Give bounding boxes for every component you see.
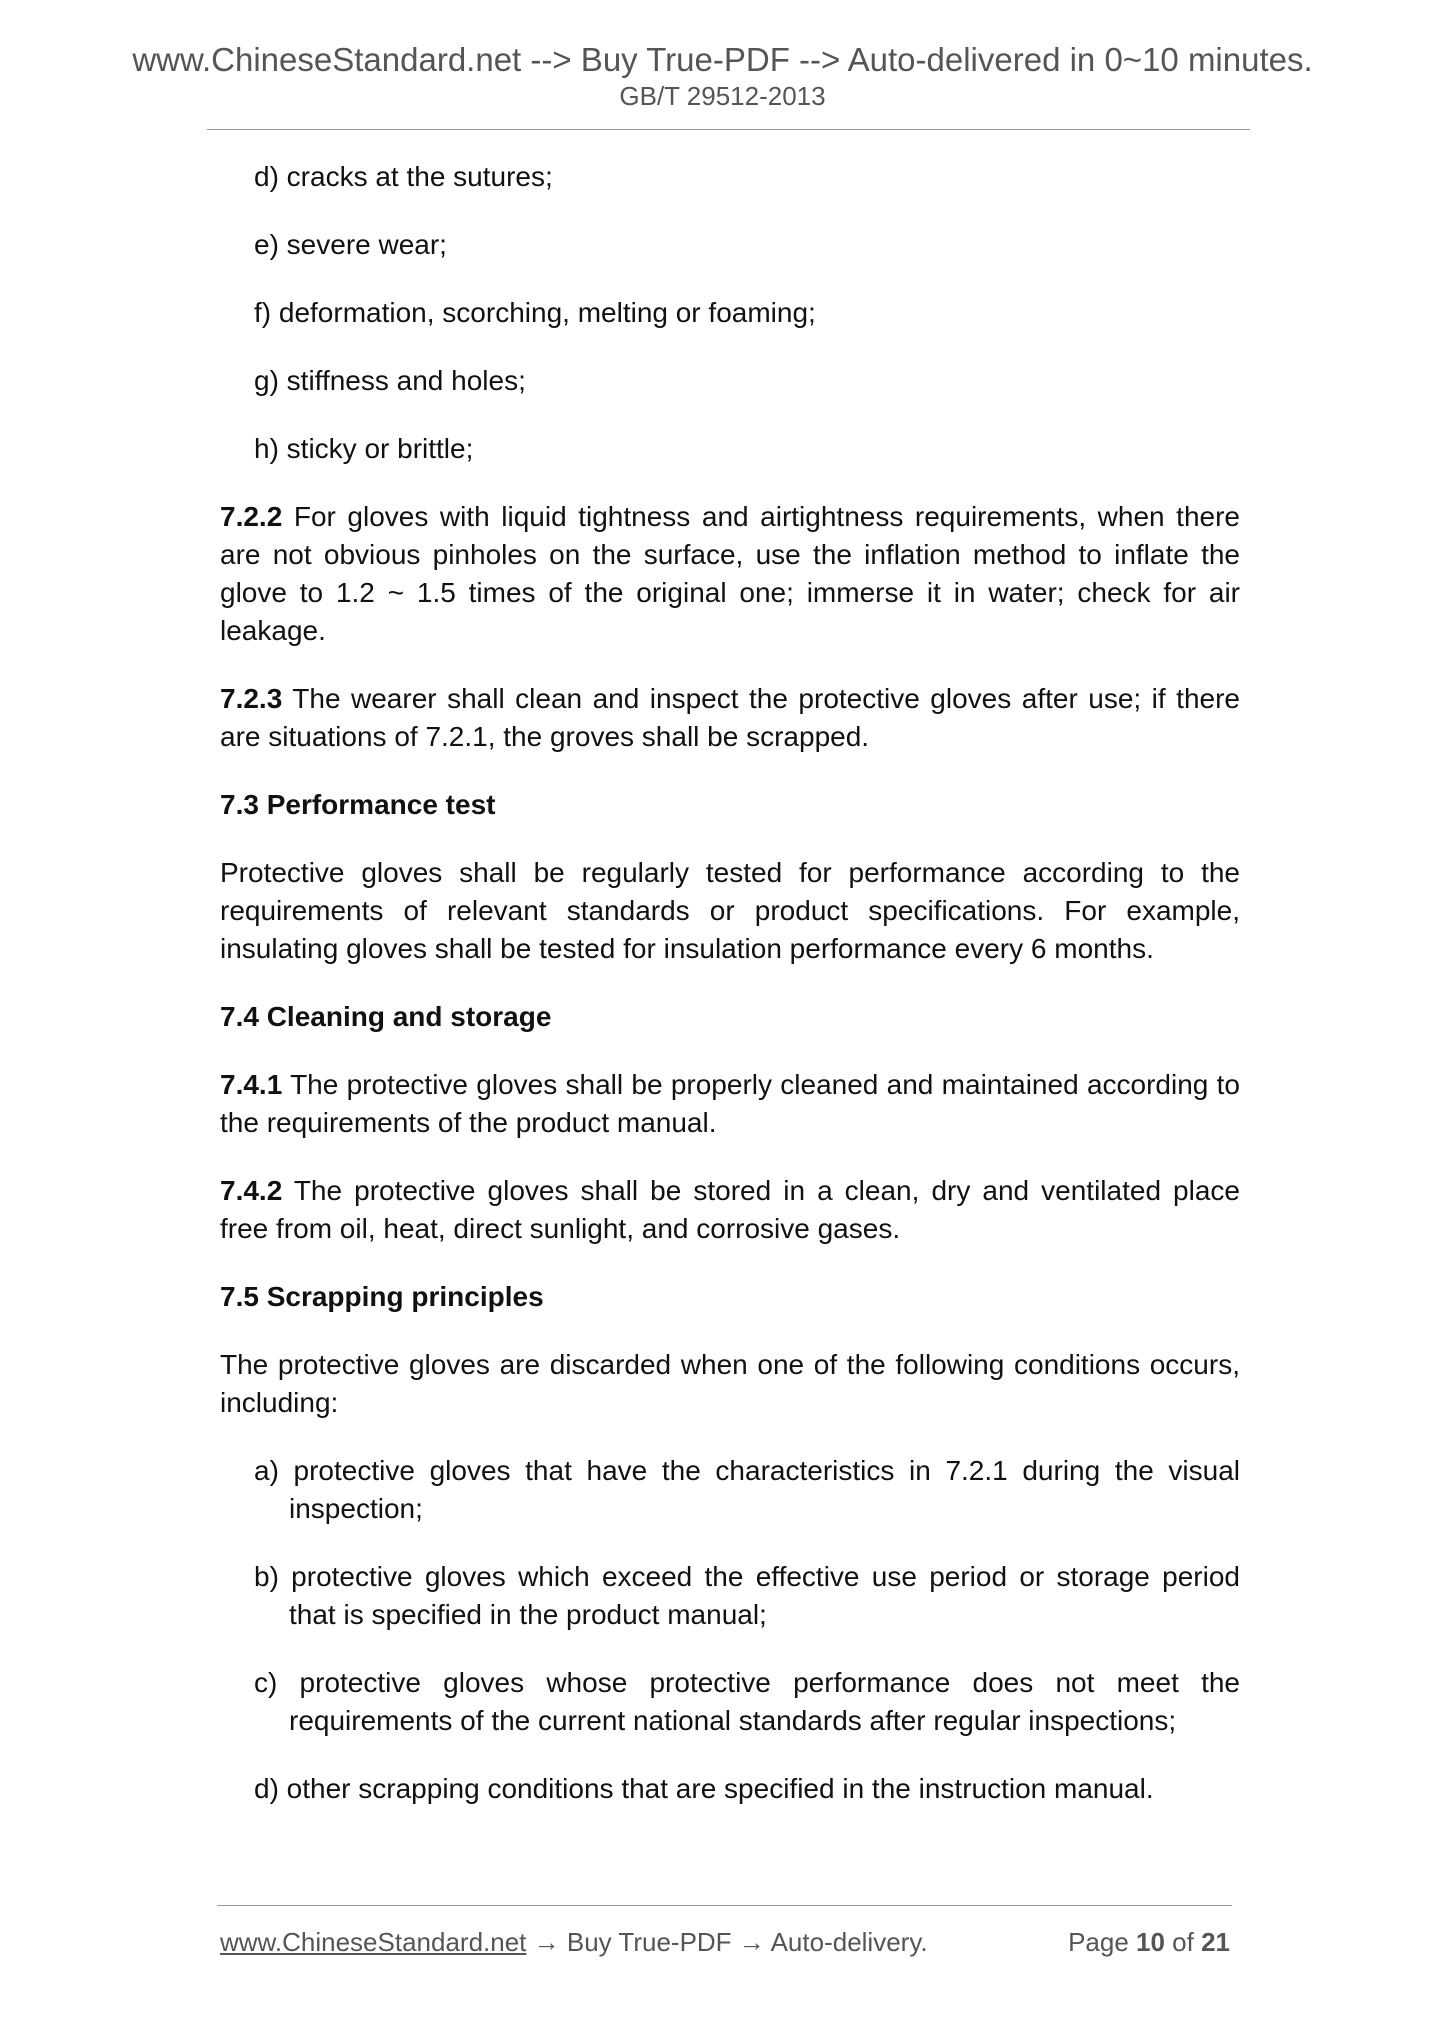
section-heading-7-5: 7.5 Scrapping principles [220, 1281, 544, 1312]
list-item: c) protective gloves whose protective performance does not meet the requirements of the current national standards after regular inspections; [254, 1667, 1240, 1736]
clause-7-4-1 [220, 1066, 1240, 1142]
footer-divider [217, 1905, 1232, 1906]
list-item: e) severe wear; [254, 229, 447, 260]
list-item: d) other scrapping conditions that are specified in the instruction manual. [254, 1773, 1154, 1804]
clause-number: 7.4.1 [220, 1069, 283, 1100]
clause-7-4-2 [220, 1172, 1240, 1248]
footer-delivery-text: → Auto-delivery. [738, 1927, 928, 1957]
footer-buy-text: → Buy True-PDF [526, 1927, 739, 1957]
page-current: 10 [1136, 1927, 1165, 1957]
paragraph-7-3: Protective gloves shall be regularly tested for performance according to the requirements of relevant standards or product specifications. For example, insulating gloves shall be tested for insulation performance every 6 months. [220, 857, 1240, 964]
section-heading-7-3: 7.3 Performance test [220, 789, 496, 820]
list-item: f) deformation, scorching, melting or foaming; [254, 297, 816, 328]
clause-text: The wearer shall clean and inspect the protective gloves after use; if there are situations of 7.2.1, the groves shall be scrapped. [220, 683, 1240, 752]
list-item: d) cracks at the sutures; [254, 161, 553, 192]
paragraph-7-5: The protective gloves are discarded when one of the following conditions occurs, including: [220, 1349, 1240, 1418]
list-item: g) stiffness and holes; [254, 365, 526, 396]
section-heading-7-4: 7.4 Cleaning and storage [220, 1001, 552, 1032]
page-footer [220, 1925, 1230, 1959]
clause-number: 7.2.3 [220, 683, 283, 714]
clause-text: The protective gloves shall be properly cleaned and maintained according to the requirements of the product manual. [220, 1069, 1240, 1138]
page-indicator [1068, 1925, 1230, 1959]
page-of: of [1164, 1927, 1202, 1957]
clause-7-2-3 [220, 680, 1240, 756]
clause-7-2-2 [220, 498, 1240, 650]
header-divider [207, 129, 1250, 130]
clause-number: 7.4.2 [220, 1175, 283, 1206]
list-item: b) protective gloves which exceed the effective use period or storage period that is specified in the product manual; [254, 1561, 1240, 1630]
list-item: h) sticky or brittle; [254, 433, 474, 464]
page-label: Page [1068, 1927, 1137, 1957]
clause-number: 7.2.2 [220, 501, 283, 532]
clause-text: The protective gloves shall be stored in a clean, dry and ventilated place free from oil, heat, direct sunlight, and corrosive gases. [220, 1175, 1240, 1244]
header-banner: www.ChineseStandard.net --> Buy True-PDF --> Auto-delivered in 0~10 minutes. [132, 41, 1313, 78]
document-body [220, 158, 1240, 1838]
list-item: a) protective gloves that have the characteristics in 7.2.1 during the visual inspection; [254, 1455, 1240, 1524]
page-total: 21 [1201, 1927, 1230, 1957]
clause-text: For gloves with liquid tightness and airtightness requirements, when there are not obvious pinholes on the surface, use the inflation method to inflate the glove to 1.2 ~ 1.5 times of the original one; immerse it in water; check for air leakage. [220, 501, 1240, 646]
standard-number: GB/T 29512-2013 [619, 81, 826, 111]
footer-site-link[interactable]: www.ChineseStandard.net [220, 1927, 527, 1957]
